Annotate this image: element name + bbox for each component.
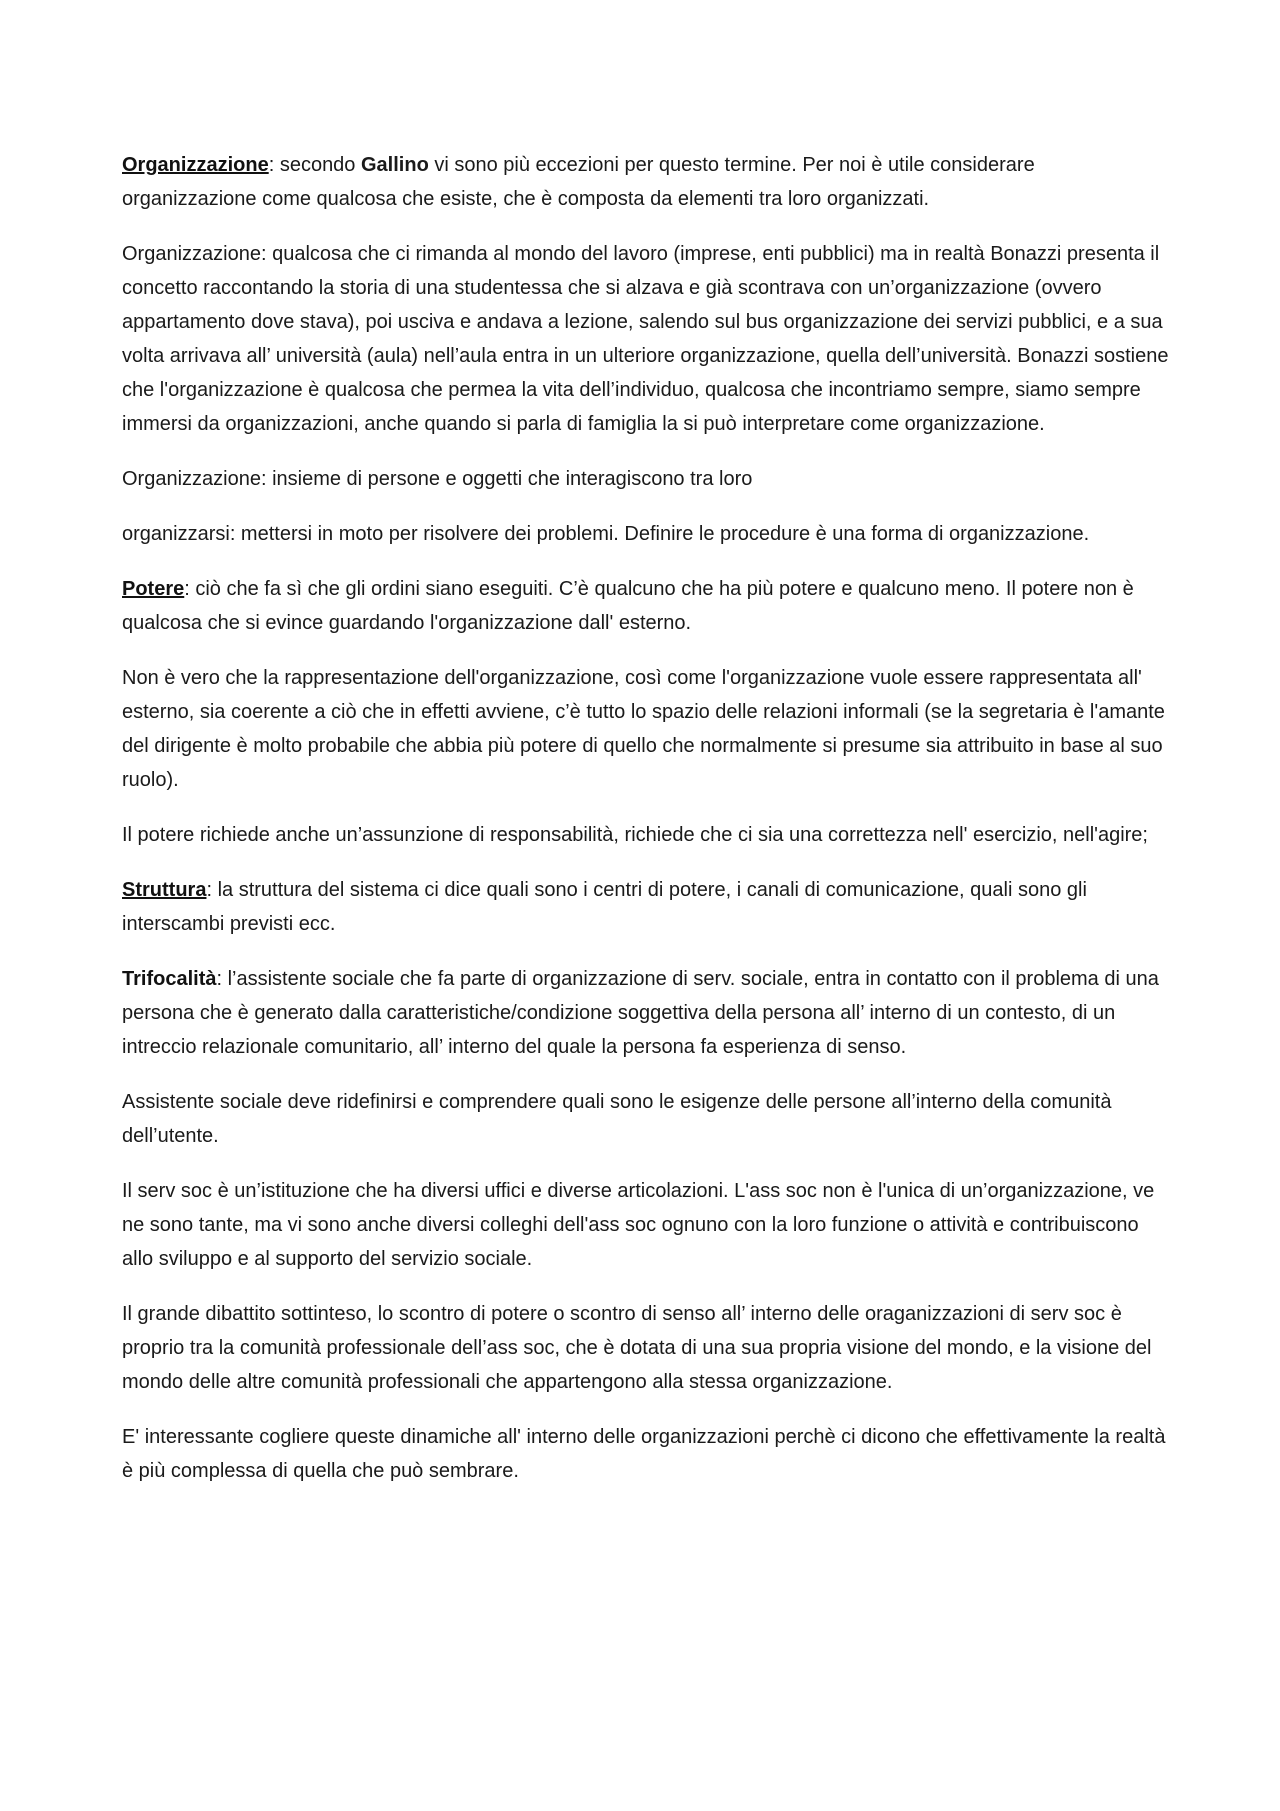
term-organizzazione: Organizzazione [122,154,269,176]
paragraph-assistente-sociale: Assistente sociale deve ridefinirsi e comprendere quali sono le esigenze delle persone all’interno della comunità dell’utente. [122,1091,1112,1147]
paragraph-potere-definition [122,572,1172,640]
term-struttura: Struttura [122,879,207,901]
paragraph-organizzazione-insieme: Organizzazione: insieme di persone e oggetti che interagiscono tra loro [122,468,753,490]
paragraph-serv-soc: Il serv soc è un’istituzione che ha diversi uffici e diverse articolazioni. L'ass soc non è l'unica di un’organizzazione, ve ne sono tante, ma vi sono anche diversi colleghi dell'ass soc ognuno con la loro funzione o attività e contribuiscono allo sviluppo e al supporto del servizio sociale. [122,1180,1155,1270]
paragraph-text: : ciò che fa sì che gli ordini siano eseguiti. C’è qualcuno che ha più potere e qualcuno meno. Il potere non è qualcosa che si evince guardando l'organizzazione dall' esterno. [122,578,1134,634]
paragraph-text: : la struttura del sistema ci dice quali sono i centri di potere, i canali di comunicazione, quali sono gli interscambi previsti ecc. [122,879,1087,935]
paragraph-text: vi sono più eccezioni per questo termine. Per noi è utile considerare organizzazione come qualcosa che esiste, che è composta da elementi tra loro organizzati. [122,154,1035,210]
paragraph-trifocalita-definition [122,962,1172,1064]
paragraph-text: : secondo [268,154,361,176]
paragraph-organizzazione-definition [122,148,1172,216]
paragraph-potere-responsabilita: Il potere richiede anche un’assunzione di responsabilità, richiede che ci sia una correttezza nell' esercizio, nell'agire; [122,824,1148,846]
paragraph-text: : l’assistente sociale che fa parte di organizzazione di serv. sociale, entra in contatto con il problema di una persona che è generato dalla caratteristiche/condizione soggettiva della persona all’ interno di un contesto, di un intreccio relazionale comunitario, all’ interno del quale la persona fa esperienza di senso. [122,968,1159,1058]
author-name: Gallino [361,154,429,176]
term-potere: Potere [122,578,185,600]
paragraph-bonazzi-story: Organizzazione: qualcosa che ci rimanda al mondo del lavoro (imprese, enti pubblici) ma in realtà Bonazzi presenta il concetto raccontando la storia di una studentessa che si alzava e già scontrava con un’organizzazione (ovvero appartamento dove stava), poi usciva e andava a lezione, salendo sul bus organizzazione dei servizi pubblici, e a sua volta arrivava all’ università (aula) nell’aula entra in un ulteriore organizzazione, quella dell’università. Bonazzi sostiene che l'organizzazione è qualcosa che permea la vita dell’individuo, qualcosa che incontriamo sempre, siamo sempre immersi da organizzazioni, anche quando si parla di famiglia la si può interpretare come organizzazione. [122,243,1169,435]
paragraph-dinamiche: E' interessante cogliere queste dinamiche all' interno delle organizzazioni perchè ci dicono che effettivamente la realtà è più complessa di quella che può sembrare. [122,1426,1166,1482]
paragraph-dibattito: Il grande dibattito sottinteso, lo scontro di potere o scontro di senso all’ interno delle oraganizzazioni di serv soc è proprio tra la comunità professionale dell’ass soc, che è dotata di una sua propria visione del mondo, e la visione del mondo delle altre comunità professionali che appartengono alla stessa organizzazione. [122,1303,1152,1393]
paragraph-relazioni-informali: Non è vero che la rappresentazione dell'organizzazione, così come l'organizzazione vuole essere rappresentata all' esterno, sia coerente a ciò che in effetti avviene, c’è tutto lo spazio delle relazioni informali (se la segretaria è l'amante del dirigente è molto probabile che abbia più potere di quello che normalmente si presume sia attribuito in base al suo ruolo). [122,667,1165,791]
paragraph-organizzarsi: organizzarsi: mettersi in moto per risolvere dei problemi. Definire le procedure è una forma di organizzazione. [122,523,1090,545]
paragraph-struttura-definition [122,873,1172,941]
document-page [122,148,1172,1509]
term-trifocalita: Trifocalità [122,968,217,990]
